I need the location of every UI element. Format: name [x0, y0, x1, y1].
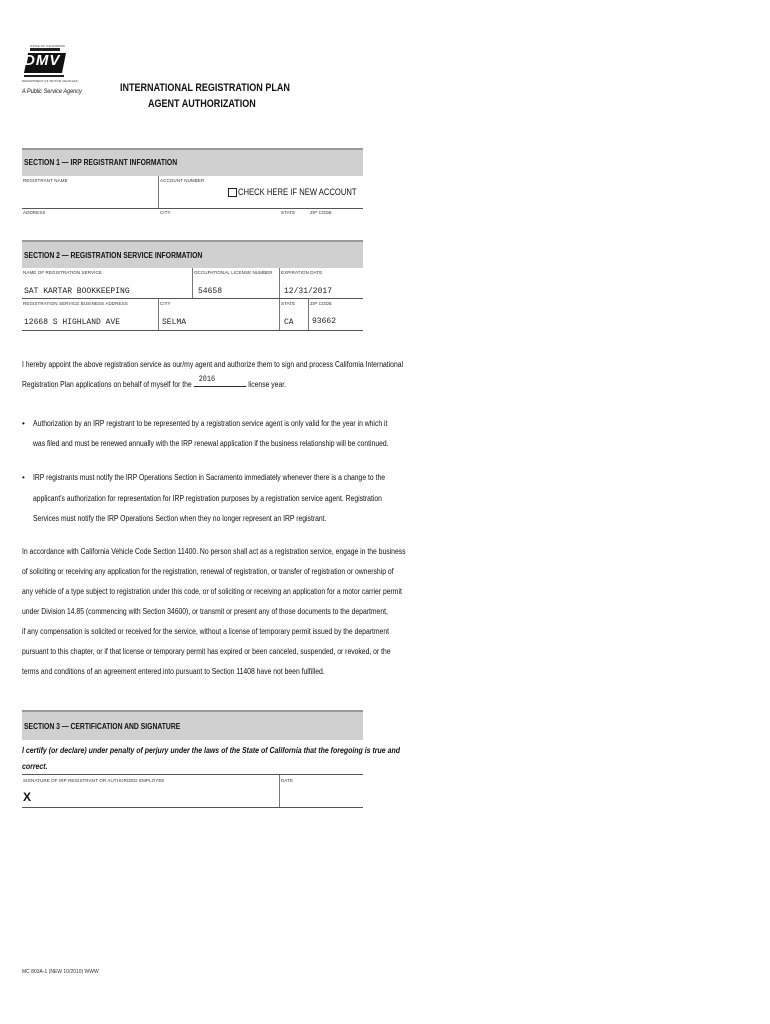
form-title-line1: INTERNATIONAL REGISTRATION PLAN [120, 82, 290, 94]
date-label: DATE [281, 778, 294, 783]
service-name-label: NAME OF REGISTRATION SERVICE [23, 270, 102, 275]
appointment-suffix: license year. [248, 380, 287, 389]
new-account-checkbox[interactable] [228, 188, 237, 197]
bullet-icon: • [22, 419, 25, 428]
expiration-label: EXPIRATION DATE [281, 270, 323, 275]
vc-line: In accordance with California Vehicle Code Section 11400. No person shall act as a registration service, engage in the business [22, 547, 406, 556]
s2-divider-b [279, 268, 280, 330]
city-value-s2[interactable]: SELMA [162, 318, 187, 327]
tagline: A Public Service Agency [22, 88, 82, 95]
s2-divider-a [192, 268, 193, 298]
registrant-name-field[interactable] [22, 184, 158, 206]
section1-header [22, 148, 363, 176]
section2-heading: SECTION 2 — REGISTRATION SERVICE INFORMATION [24, 251, 203, 260]
s3-bottom-line [22, 807, 363, 808]
city-field-s1[interactable] [160, 216, 278, 232]
bullet-icon: • [22, 473, 25, 482]
form-number: MC 803A-1 (NEW 10/2010) WWW [22, 969, 99, 975]
vc-line: under Division 14.85 (commencing with Section 34600), or transmit or present any of those documents to the department, [22, 607, 388, 616]
appointment-line2 [22, 375, 286, 395]
service-address-label: REGISTRATION SERVICE BUSINESS ADDRESS [23, 301, 128, 306]
s2-row1-line [22, 298, 363, 299]
s2-divider-d [308, 299, 309, 330]
bullet1-line2: was filed and must be renewed annually with the IRP renewal application if the business relationship will be continued. [33, 439, 389, 448]
zip-label-s2: ZIP CODE [310, 301, 332, 306]
license-number-value[interactable]: 54658 [198, 287, 223, 296]
date-field[interactable] [281, 786, 361, 806]
bullet2-line3: Services must notify the IRP Operations Section when they no longer represent an IRP registrant. [33, 514, 327, 523]
appointment-prefix: Registration Plan applications on behalf of myself for the [22, 380, 192, 389]
bullet1-line1: Authorization by an IRP registrant to be represented by a registration service agent is only valid for the year in which it [33, 419, 388, 428]
s3-divider [279, 775, 280, 807]
section2-header [22, 240, 363, 268]
section3-heading: SECTION 3 — CERTIFICATION AND SIGNATURE [24, 722, 181, 731]
appointment-line1: I hereby appoint the above registration service as our/my agent and authorize them to sign and process California International [22, 360, 404, 369]
zip-value-s2[interactable]: 93662 [312, 317, 337, 326]
zip-field-s1[interactable] [309, 216, 363, 232]
state-field-s1[interactable] [280, 216, 308, 232]
s2-row2-line [22, 330, 363, 331]
signature-mark: X [23, 790, 32, 804]
license-year-value: 2016 [198, 375, 216, 384]
service-name-value[interactable]: SAT KARTAR BOOKKEEPING [24, 287, 130, 296]
address-field-s1[interactable] [22, 216, 158, 232]
account-number-label: ACCOUNT NUMBER [160, 178, 205, 183]
section3-header [22, 710, 363, 740]
city-label-s2: CITY [160, 301, 171, 306]
service-address-value[interactable]: 12668 S HIGHLAND AVE [24, 318, 121, 327]
section1-heading: SECTION 1 — IRP REGISTRANT INFORMATION [24, 158, 178, 167]
vc-line: terms and conditions of an agreement entered into pursuant to Section 11408 have not been fulfilled. [22, 667, 325, 676]
logo-top-text: STATE OF CALIFORNIA [30, 44, 65, 48]
s2-divider-c [158, 299, 159, 330]
signature-field[interactable] [34, 786, 274, 806]
certify-line2: correct. [22, 761, 48, 771]
certify-line1: I certify (or declare) under penalty of perjury under the laws of the State of California that the foregoing is true and [22, 745, 400, 755]
license-number-label: OCCUPATIONAL LICENSE NUMBER [194, 270, 273, 275]
state-label-s2: STATE [281, 301, 296, 306]
signature-label: SIGNATURE OF IRP REGISTRANT OR AUTHORIZED EMPLOYEE [23, 778, 165, 783]
account-number-field[interactable] [160, 184, 224, 206]
vc-line: of soliciting or receiving any application for the registration, renewal of registration, or transfer of registration or ownership of [22, 567, 394, 576]
logo-text: DMV [24, 52, 61, 69]
state-value-s2[interactable]: CA [284, 318, 294, 327]
section1-row1-line [22, 208, 363, 209]
new-account-checkbox-label: CHECK HERE IF NEW ACCOUNT [238, 187, 357, 197]
vc-line: pursuant to this chapter, or if that license or temporary permit has expired or been canceled, suspended, or revoked, or the [22, 647, 391, 656]
logo-bottom-text: DEPARTMENT OF MOTOR VEHICLES [22, 79, 78, 83]
bullet2-line2: applicant's authorization for representation for IRP registration purposes by a registration service agent. Registration [33, 494, 382, 503]
section1-divider [158, 176, 159, 208]
s3-top-line [22, 774, 363, 775]
zip-label-s1: ZIP CODE [310, 210, 332, 215]
license-year-field[interactable] [194, 376, 247, 387]
address-label-s1: ADDRESS [23, 210, 46, 215]
state-label-s1: STATE [281, 210, 296, 215]
registrant-name-label: REGISTRANT NAME [23, 178, 68, 183]
vc-line: any vehicle of a type subject to registration under this code, or of soliciting or receiving an application for a motor carrier permit [22, 587, 402, 596]
bullet2-line1: IRP registrants must notify the IRP Operations Section in Sacramento immediately whenever there is a change to the [33, 473, 386, 482]
city-label-s1: CITY [160, 210, 171, 215]
expiration-value[interactable]: 12/31/2017 [284, 287, 333, 296]
form-title-line2: AGENT AUTHORIZATION [148, 98, 256, 110]
vc-line: if any compensation is solicited or received for the service, without a license of temporary permit issued by the department [22, 627, 390, 636]
